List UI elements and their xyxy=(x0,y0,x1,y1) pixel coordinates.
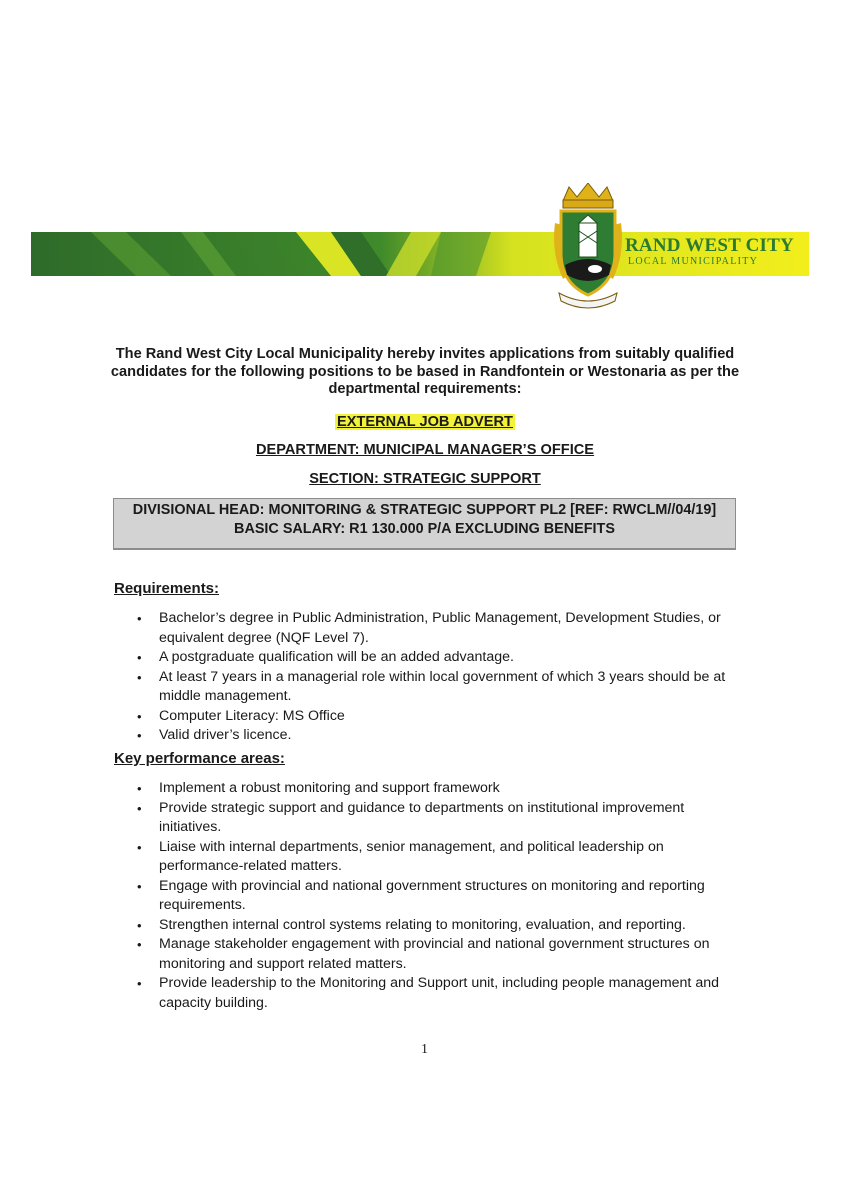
requirement-item: • Computer Literacy: MS Office xyxy=(134,707,734,727)
kpa-heading: Key performance areas: xyxy=(114,750,285,767)
kpa-item: • Implement a robust monitoring and support framework xyxy=(134,779,734,799)
requirements-heading: Requirements: xyxy=(114,580,220,597)
requirement-item: • At least 7 years in a managerial role within local government of which 3 years should be at middle management. xyxy=(134,668,734,707)
department-line xyxy=(90,442,760,458)
kpa-item: • Strengthen internal control systems relating to monitoring, evaluation, and reporting. xyxy=(134,916,734,936)
kpa-item: • Provide strategic support and guidance to departments on institutional improvement initiatives. xyxy=(134,799,734,838)
brand-subtitle: LOCAL MUNICIPALITY xyxy=(628,256,759,267)
crest-emblem xyxy=(549,183,627,313)
section-text: SECTION: STRATEGIC SUPPORT xyxy=(309,471,541,487)
brand-block xyxy=(625,236,794,267)
department-text: DEPARTMENT: MUNICIPAL MANAGER’S OFFICE xyxy=(255,442,595,458)
kpa-list xyxy=(134,779,734,1013)
section-line xyxy=(90,471,760,487)
kpa-item: • Manage stakeholder engagement with provincial and national government structures on monitoring and support related matters. xyxy=(134,935,734,974)
requirement-item: • A postgraduate qualification will be an added advantage. xyxy=(134,648,734,668)
requirements-list xyxy=(134,609,734,746)
position-box xyxy=(113,498,736,550)
page-number: 1 xyxy=(421,1042,428,1057)
intro-paragraph: The Rand West City Local Municipality hereby invites applications from suitably qualified candidates for the following positions to be based in Randfontein or Westonaria as per the departmental requirements: xyxy=(110,346,740,397)
municipal-crest xyxy=(549,183,627,313)
advert-label-text: EXTERNAL JOB ADVERT xyxy=(337,414,513,430)
position-title: DIVISIONAL HEAD: MONITORING & STRATEGIC SUPPORT PL2 [REF: RWCLM//04/19] xyxy=(132,502,717,518)
kpa-item: • Engage with provincial and national government structures on monitoring and reporting requirements. xyxy=(134,877,734,916)
requirement-item: • Valid driver’s licence. xyxy=(134,726,734,746)
kpa-item: • Provide leadership to the Monitoring and Support unit, including people management and capacity building. xyxy=(134,974,734,1013)
brand-name: RAND WEST CITY xyxy=(625,235,794,256)
advert-label xyxy=(90,414,760,430)
kpa-item: • Liaise with internal departments, senior management, and political leadership on performance-related matters. xyxy=(134,838,734,877)
requirement-item: • Bachelor’s degree in Public Administration, Public Management, Development Studies, or equivalent degree (NQF Level 7). xyxy=(134,609,734,648)
position-salary: BASIC SALARY: R1 130.000 P/A EXCLUDING BENEFITS xyxy=(234,521,615,537)
